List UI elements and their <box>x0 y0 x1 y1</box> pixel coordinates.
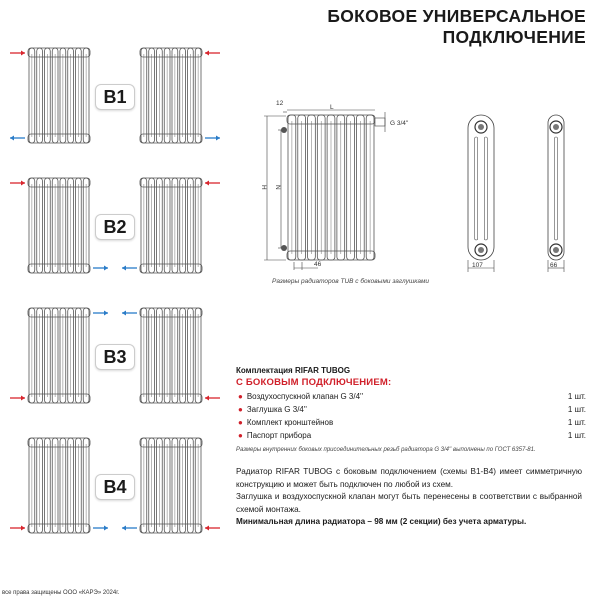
flow-arrow-icon <box>93 526 108 531</box>
flow-arrow-icon <box>10 396 25 401</box>
dim-depth-3col: 107 <box>472 262 483 269</box>
flow-arrow-icon <box>122 526 137 531</box>
kit-title: Комплектация RIFAR TUBOG <box>236 366 351 375</box>
page-title: БОКОВОЕ УНИВЕРСАЛЬНОЕ ПОДКЛЮЧЕНИЕ <box>327 6 586 47</box>
dim-section: 46 <box>314 261 322 268</box>
flow-arrow-icon <box>93 266 108 271</box>
kit-section <box>236 366 586 453</box>
flow-arrow-icon <box>205 396 220 401</box>
radiator <box>287 115 375 260</box>
bullet-icon: ● <box>238 431 243 440</box>
flow-arrow-icon <box>10 526 25 531</box>
bullet-icon: ● <box>238 392 243 401</box>
dim-thread: G 3/4'' <box>390 120 409 127</box>
connection-schemes <box>0 0 230 560</box>
dim-length: L <box>330 104 334 111</box>
kit-item: ● Заглушка G 3/4'' 1 шт. <box>238 405 586 414</box>
kit-item: ● Паспорт прибора 1 шт. <box>238 431 586 440</box>
radiator <box>28 438 90 533</box>
radiator <box>140 48 202 143</box>
dim-offset: 12 <box>276 100 284 107</box>
dim-height: H <box>260 185 267 190</box>
flow-arrow-icon <box>93 311 108 316</box>
radiator <box>140 178 202 273</box>
copyright: все права защищены ООО «КАРЭ» 2024г. <box>2 590 120 596</box>
drawing-caption: Размеры радиаторов TUB с боковыми заглушками <box>272 278 430 285</box>
scheme-label: B3 <box>95 344 135 370</box>
flow-arrow-icon <box>205 526 220 531</box>
flow-arrow-icon <box>122 311 137 316</box>
description-p3: Минимальная длина радиатора – 98 мм (2 секции) без учета арматуры. <box>236 517 527 527</box>
bullet-icon: ● <box>238 405 243 414</box>
dim-axis: N <box>274 185 281 190</box>
flow-arrow-icon <box>205 136 220 141</box>
flow-arrow-icon <box>10 51 25 56</box>
description-p2: Заглушка и воздухоспускной клапан могут быть перенесены в соответствии с выбранной схемой монтажа. <box>236 492 582 514</box>
kit-subtitle: С БОКОВЫМ ПОДКЛЮЧЕНИЕМ: <box>236 377 392 388</box>
flow-arrow-icon <box>10 136 25 141</box>
kit-note: Размеры внутренних боковых присоединительных резьб радиатора G 3/4'' выполнены по ГОСТ 6357-81. <box>236 447 536 453</box>
kit-list <box>236 392 586 440</box>
scheme-label: B2 <box>95 214 135 240</box>
radiator <box>28 48 90 143</box>
scheme-label: B1 <box>95 84 135 110</box>
flow-arrow-icon <box>122 266 137 271</box>
technical-drawing <box>250 90 600 280</box>
radiator-side-view <box>468 115 494 272</box>
dim-depth-2col: 66 <box>550 262 558 269</box>
radiator <box>140 308 202 403</box>
flow-arrow-icon <box>10 181 25 186</box>
radiator-front-view <box>287 115 375 260</box>
flow-arrow-icon <box>205 181 220 186</box>
radiator <box>28 178 90 273</box>
kit-item: ● Воздухоспускной клапан G 3/4'' 1 шт. <box>238 392 586 401</box>
scheme-label: B4 <box>95 474 135 500</box>
description-p1: Радиатор RIFAR TUBOG с боковым подключением (схемы B1-B4) имеет симметричную конструкцию и может быть подключен по любой из схем. <box>236 467 582 489</box>
radiator <box>140 438 202 533</box>
flow-arrow-icon <box>205 51 220 56</box>
kit-item: ● Комплект кронштейнов 1 шт. <box>238 418 586 427</box>
bullet-icon: ● <box>238 418 243 427</box>
radiator <box>28 308 90 403</box>
description <box>236 466 582 529</box>
radiator-side-view <box>548 115 564 272</box>
